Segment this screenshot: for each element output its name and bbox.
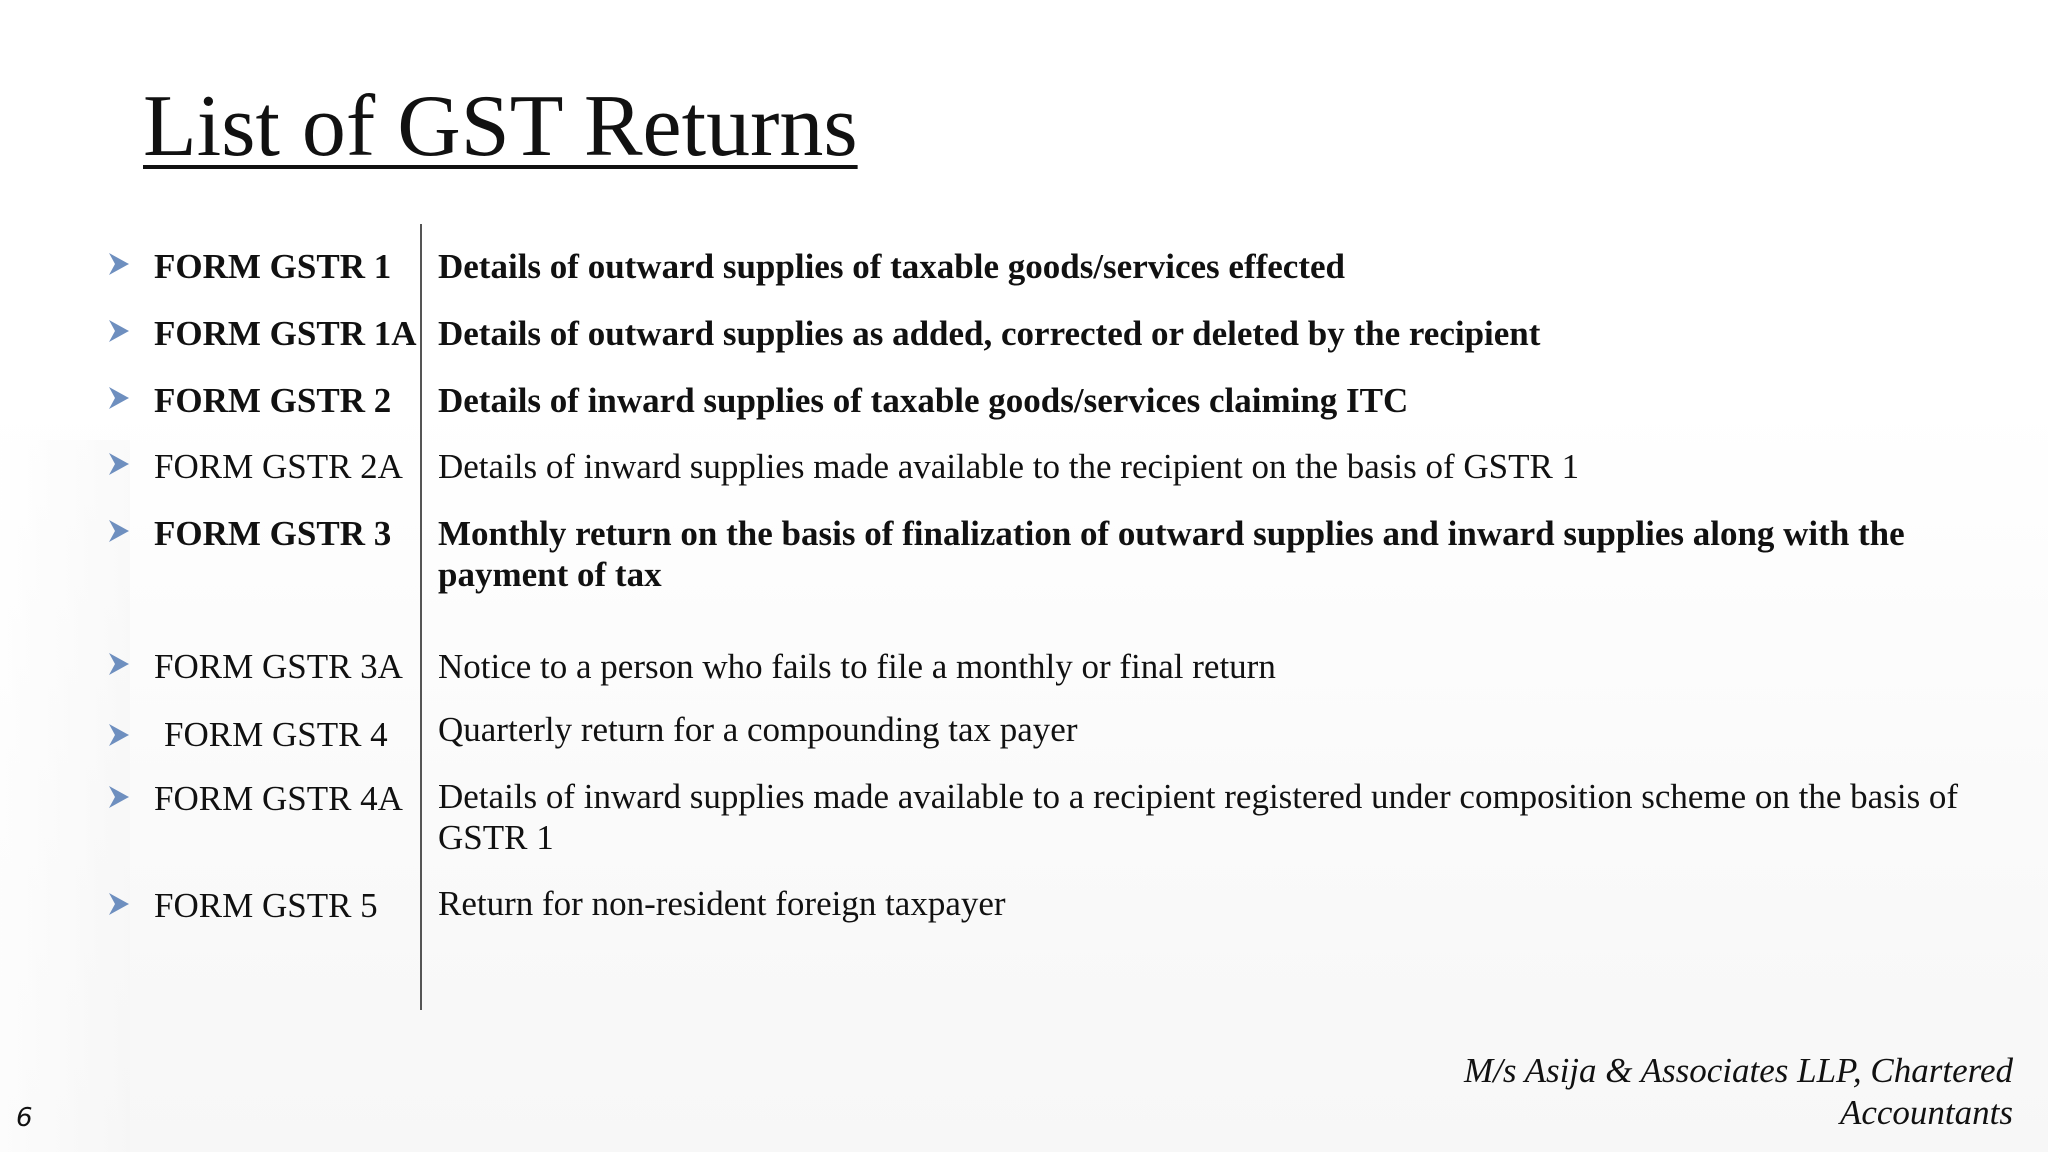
arrowhead-bullet-icon: [106, 646, 132, 682]
form-description: Quarterly return for a compounding tax payer: [438, 710, 1078, 749]
arrowhead-bullet-icon: [106, 446, 132, 482]
form-description: Details of outward supplies of taxable goods/services effected: [438, 247, 1345, 286]
form-description: Details of inward supplies made available to the recipient on the basis of GSTR 1: [438, 447, 1580, 486]
arrowhead-bullet-icon: [106, 246, 132, 282]
form-name: FORM GSTR 2: [154, 381, 392, 420]
arrowhead-bullet-icon: [106, 513, 132, 549]
slide-title: List of GST Returns: [143, 78, 858, 175]
form-name: FORM GSTR 4: [164, 715, 388, 754]
arrowhead-bullet-icon: [106, 886, 132, 922]
column-divider: [420, 224, 422, 1010]
form-name: FORM GSTR 3A: [154, 647, 403, 686]
form-description: Details of inward supplies made available to a recipient registered under composition scheme on the basis of GSTR 1: [438, 777, 1959, 857]
form-name: FORM GSTR 1: [154, 247, 392, 286]
arrowhead-bullet-icon: [106, 313, 132, 349]
arrowhead-bullet-icon: [106, 779, 132, 815]
page-number: 6: [16, 1103, 33, 1133]
form-name: FORM GSTR 1A: [154, 314, 417, 353]
form-description: Details of inward supplies of taxable goods/services claiming ITC: [438, 381, 1409, 420]
form-description: Return for non-resident foreign taxpayer: [438, 884, 1006, 923]
form-description: Monthly return on the basis of finalization of outward supplies and inward supplies along with the payment of tax: [438, 514, 1905, 594]
form-name: FORM GSTR 2A: [154, 447, 403, 486]
form-name: FORM GSTR 4A: [154, 779, 403, 818]
arrowhead-bullet-icon: [106, 717, 132, 753]
form-name: FORM GSTR 3: [154, 514, 392, 553]
form-description: Details of outward supplies as added, corrected or deleted by the recipient: [438, 314, 1541, 353]
form-name: FORM GSTR 5: [154, 886, 378, 925]
form-description: Notice to a person who fails to file a monthly or final return: [438, 647, 1276, 686]
arrowhead-bullet-icon: [106, 380, 132, 416]
footer-firm-name: M/s Asija & Associates LLP, Chartered Accountants: [1463, 1051, 2013, 1132]
